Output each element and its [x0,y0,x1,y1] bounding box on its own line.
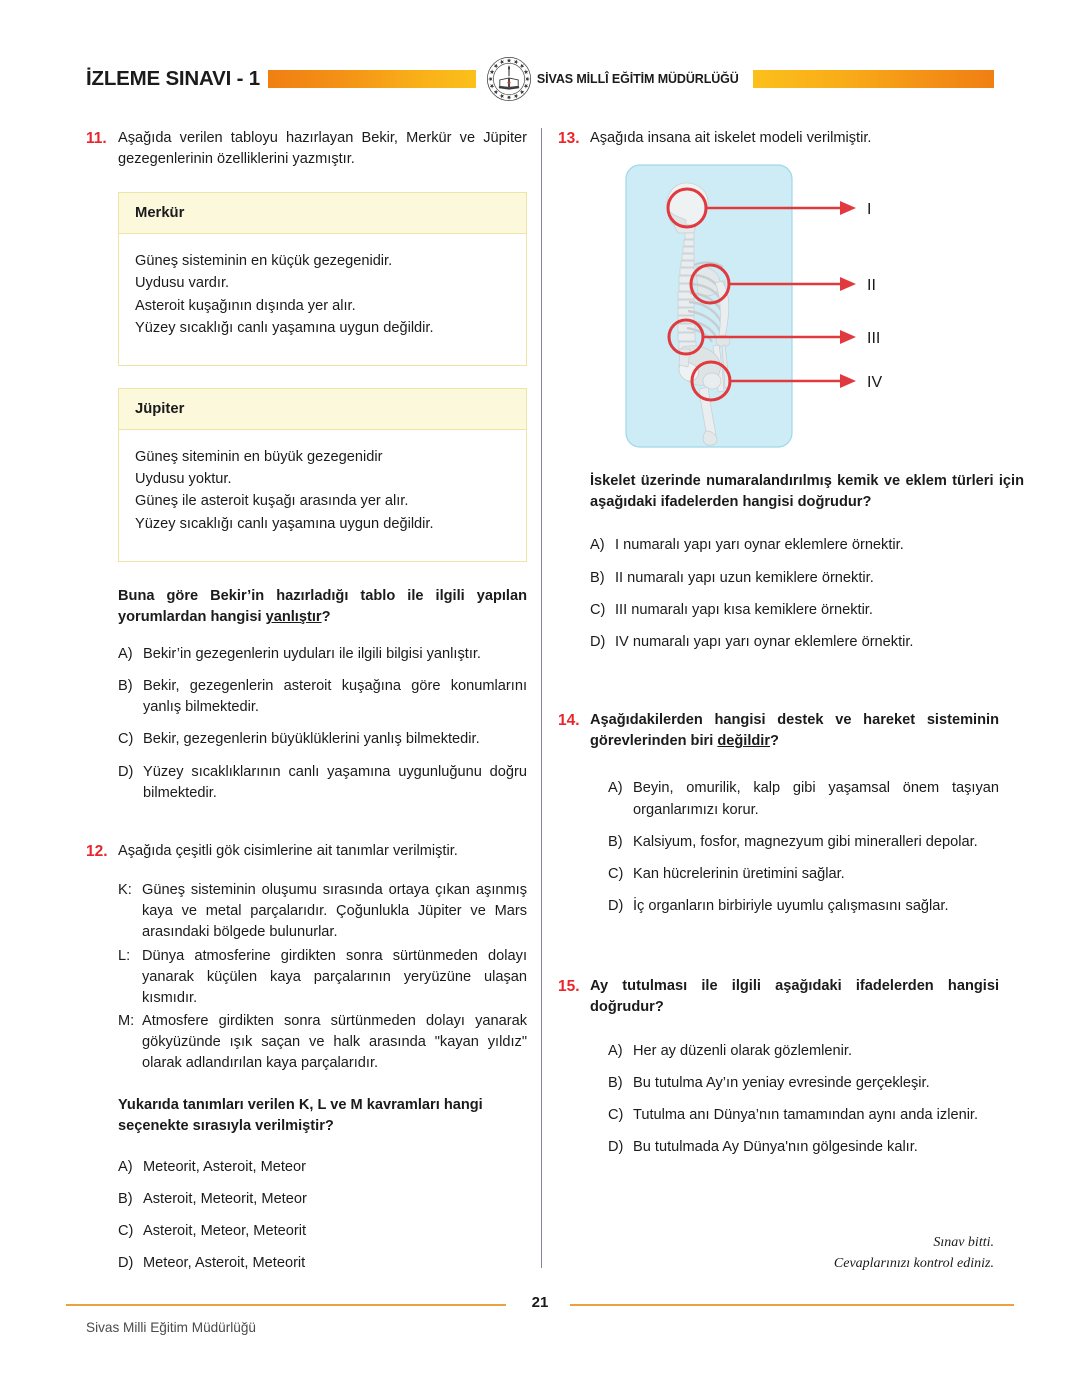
option-d[interactable] [608,896,999,917]
definition-m-key: M: [118,1013,135,1030]
question-11-number: 11. [86,130,107,147]
option-b-text: Kalsiyum, fosfor, magnezyum gibi mineralleri depolar. [633,833,978,850]
option-c[interactable] [118,729,527,750]
question-13-number: 13. [558,130,580,147]
figure-label-2: II [867,277,876,295]
definition-k-text: Güneş sisteminin oluşumu sırasında ortaya çıkan aşınmış kaya ve metal parçalarıdır. Çoğunlukla Jüpiter ve Mars arasındaki bölgede bulunurlar. [142,882,527,941]
option-d-letter: D) [590,633,606,650]
option-b[interactable] [608,1073,999,1094]
question-11-options [118,644,527,804]
info-line: Güneş sisteminin en küçük gezegenidir. [135,253,393,270]
question-12 [86,841,527,1286]
option-c[interactable] [118,1221,527,1242]
info-line: Yüzey sıcaklığı canlı yaşamına uygun değildir. [135,515,434,532]
option-a[interactable] [118,1157,527,1178]
info-box-jupiter-body [119,430,526,561]
option-d[interactable] [118,762,527,804]
option-a-text: I numaralı yapı yarı oynar eklemlere örnektir. [615,537,904,554]
question-13-stem: Aşağıda insana ait iskelet modeli verilmiştir. [590,130,872,146]
page-body [0,128,1080,1278]
info-box-merkur [118,192,527,366]
option-b-text: Bekir, gezegenlerin asteroit kuşağına göre konumlarını yanlış bilmektedir. [143,678,527,716]
option-c-letter: C) [118,731,134,748]
definition-l-text: Dünya atmosferine girdikten sonra sürtünmeden dolayı yanarak küçülen kaya parçalarının yeryüzüne ulaşan kısmıdır. [142,947,527,1006]
question-15 [558,976,999,1169]
definition-l [118,946,527,1009]
definition-k [118,880,527,943]
question-11-lead [118,586,527,628]
option-d-letter: D) [608,1138,624,1155]
question-13-lead: İskelet üzerinde numaralandırılmış kemik ve eklem türleri için aşağıdaki ifadelerden hangisi doğrudur? [590,473,1024,511]
option-a[interactable] [608,1041,999,1062]
page-header [86,56,994,102]
option-a-text: Meteorit, Asteroit, Meteor [143,1158,307,1175]
option-c-text: Asteroit, Meteor, Meteorit [143,1223,307,1240]
figure-label-3: III [867,330,881,348]
option-c-text: Kan hücrelerinin üretimini sağlar. [633,865,845,882]
option-d-text: Bu tutulmada Ay Dünya'nın gölgesinde kalır. [633,1138,918,1155]
turkish-ministry-of-education-emblem-icon [486,56,532,102]
question-14-options [608,778,999,917]
definition-k-key: K: [118,882,132,899]
option-c[interactable] [608,864,999,885]
option-b-letter: B) [590,569,605,586]
option-c[interactable] [590,600,1024,621]
organization-name: SİVAS MİLLÎ EĞİTİM MÜDÜRLÜĞÜ [536,72,739,86]
question-12-options [118,1157,527,1275]
end-note-line-2: Cevaplarınızı kontrol ediniz. [833,1256,994,1271]
option-b[interactable] [608,832,999,853]
option-a-text: Her ay düzenli olarak gözlemlenir. [633,1042,853,1059]
option-d-text: Yüzey sıcaklıklarının canlı yaşamına uygunluğunu doğru bilmektedir. [143,763,527,801]
end-note [654,1232,994,1274]
question-11 [86,128,527,815]
option-d[interactable] [590,632,1024,653]
right-column [558,128,1024,1169]
footer-organization: Sivas Milli Eğitim Müdürlüğü [86,1320,256,1335]
option-a-letter: A) [608,1042,623,1059]
option-b-text: Asteroit, Meteorit, Meteor [143,1190,307,1207]
question-12-number: 12. [86,842,108,860]
option-b[interactable] [118,1189,527,1210]
option-b-text: Bu tutulma Ay’ın yeniay evresinde gerçekleşir. [633,1074,930,1091]
option-b-letter: B) [118,1190,133,1207]
info-line: Yüzey sıcaklığı canlı yaşamına uygun değildir. [135,319,434,336]
option-d-letter: D) [118,763,134,780]
option-c-letter: C) [608,865,624,882]
option-a-letter: A) [118,646,133,662]
option-b-letter: B) [608,1074,623,1091]
option-b[interactable] [590,568,1024,589]
info-line: Uydusu vardır. [135,275,230,292]
question-11-stem: Aşağıda verilen tabloyu hazırlayan Bekir, Merkür ve Jüpiter gezegenlerinin özelliklerini yazmıştır. [118,130,527,168]
option-d-letter: D) [118,1255,134,1272]
option-c-text: III numaralı yapı kısa kemiklere örnektir. [615,601,873,618]
left-column [86,128,527,1285]
question-14-lead-underlined: değildir [717,733,771,750]
header-bar-right [753,70,994,88]
human-skeleton-diagram-icon [624,163,1024,449]
header-bar-left [268,70,476,88]
option-d[interactable] [118,1253,527,1274]
option-d-text: IV numaralı yapı yarı oynar eklemlere örnektir. [615,633,914,650]
option-a-text: Beyin, omurilik, kalp gibi yaşamsal önem taşıyan organlarımızı korur. [633,780,999,818]
question-11-lead-part1: Buna göre Bekir’in hazırladığı tablo ile ilgili yapılan yorumlardan hangisi [118,587,527,625]
question-12-lead: Yukarıda tanımları verilen K, L ve M kavramları hangi seçenekte sırasıyla verilmiştir? [118,1096,483,1134]
info-box-merkur-title: Merkür [119,193,526,234]
option-c-text: Bekir, gezegenlerin büyüklüklerini yanlış bilmektedir. [143,731,480,748]
page-footer [0,1294,1080,1354]
question-11-lead-underlined: yanlıştır [265,608,322,625]
question-14-number: 14. [558,712,580,730]
option-d-text: İç organların birbiriyle uyumlu çalışmasını sağlar. [633,898,949,915]
option-a[interactable] [118,644,527,665]
info-box-jupiter [118,388,527,562]
info-line: Asteroit kuşağının dışında yer alır. [135,297,356,314]
option-a-letter: A) [590,537,605,554]
question-15-lead: Ay tutulması ile ilgili aşağıdaki ifadelerden hangisi doğrudur? [590,978,999,1016]
question-14-lead-part2: ? [770,733,779,750]
question-11-lead-part2: ? [321,608,331,625]
option-d-text: Meteor, Asteroit, Meteorit [143,1255,306,1272]
option-c-letter: C) [590,601,606,618]
question-14-lead-part1: Aşağıdakilerden hangisi destek ve hareket sisteminin görevlerinden biri [590,712,999,750]
question-15-options [608,1041,999,1159]
column-divider [541,128,542,1268]
info-line: Güneş ile asteroit kuşağı arasında yer alır. [135,493,409,510]
info-line: Uydusu yoktur. [135,471,232,488]
human-skeleton-figure [624,163,1024,449]
info-box-jupiter-title: Jüpiter [119,389,526,430]
info-line: Güneş siteminin en büyük gezegenidir [135,449,383,465]
page-number: 21 [531,1294,549,1311]
option-d[interactable] [608,1137,999,1158]
definition-m [118,1011,527,1074]
option-a[interactable] [608,778,999,820]
question-13 [558,128,1024,664]
option-c-letter: C) [118,1223,134,1240]
option-b-letter: B) [118,678,133,695]
info-box-merkur-body [119,234,526,365]
end-note-line-1: Sınav bitti. [933,1235,994,1250]
option-b[interactable] [118,676,527,718]
question-13-options [590,535,1024,653]
exam-title: İZLEME SINAVI - 1 [86,67,260,90]
option-d-letter: D) [608,898,624,915]
definition-m-text: Atmosfere girdikten sonra sürtünmeden dolayı yanarak gökyüzünde ışık saçan ve halk arasında "kayan yıldız" olarak adlandırılan kaya parçalarıdır. [142,1013,527,1072]
option-c-text: Tutulma anı Dünya’nın tamamından aynı anda izlenir. [633,1106,979,1123]
option-b-letter: B) [608,833,623,850]
question-14-lead [590,710,999,752]
logo-wrap [486,56,747,102]
option-a[interactable] [590,535,1024,556]
question-14 [558,710,999,928]
definition-l-key: L: [118,947,131,964]
figure-label-1: I [867,201,872,219]
option-a-letter: A) [608,780,623,797]
question-12-stem: Aşağıda çeşitli gök cisimlerine ait tanımlar verilmiştir. [118,842,458,859]
question-12-definitions [118,880,527,1074]
option-a-letter: A) [118,1158,133,1175]
question-15-number: 15. [558,978,580,996]
option-c[interactable] [608,1105,999,1126]
option-a-text: Bekir’in gezegenlerin uyduları ile ilgili bilgisi yanlıştır. [143,646,481,662]
figure-label-4: IV [867,374,883,392]
option-c-letter: C) [608,1106,624,1123]
option-b-text: II numaralı yapı uzun kemiklere örnektir. [615,569,874,586]
